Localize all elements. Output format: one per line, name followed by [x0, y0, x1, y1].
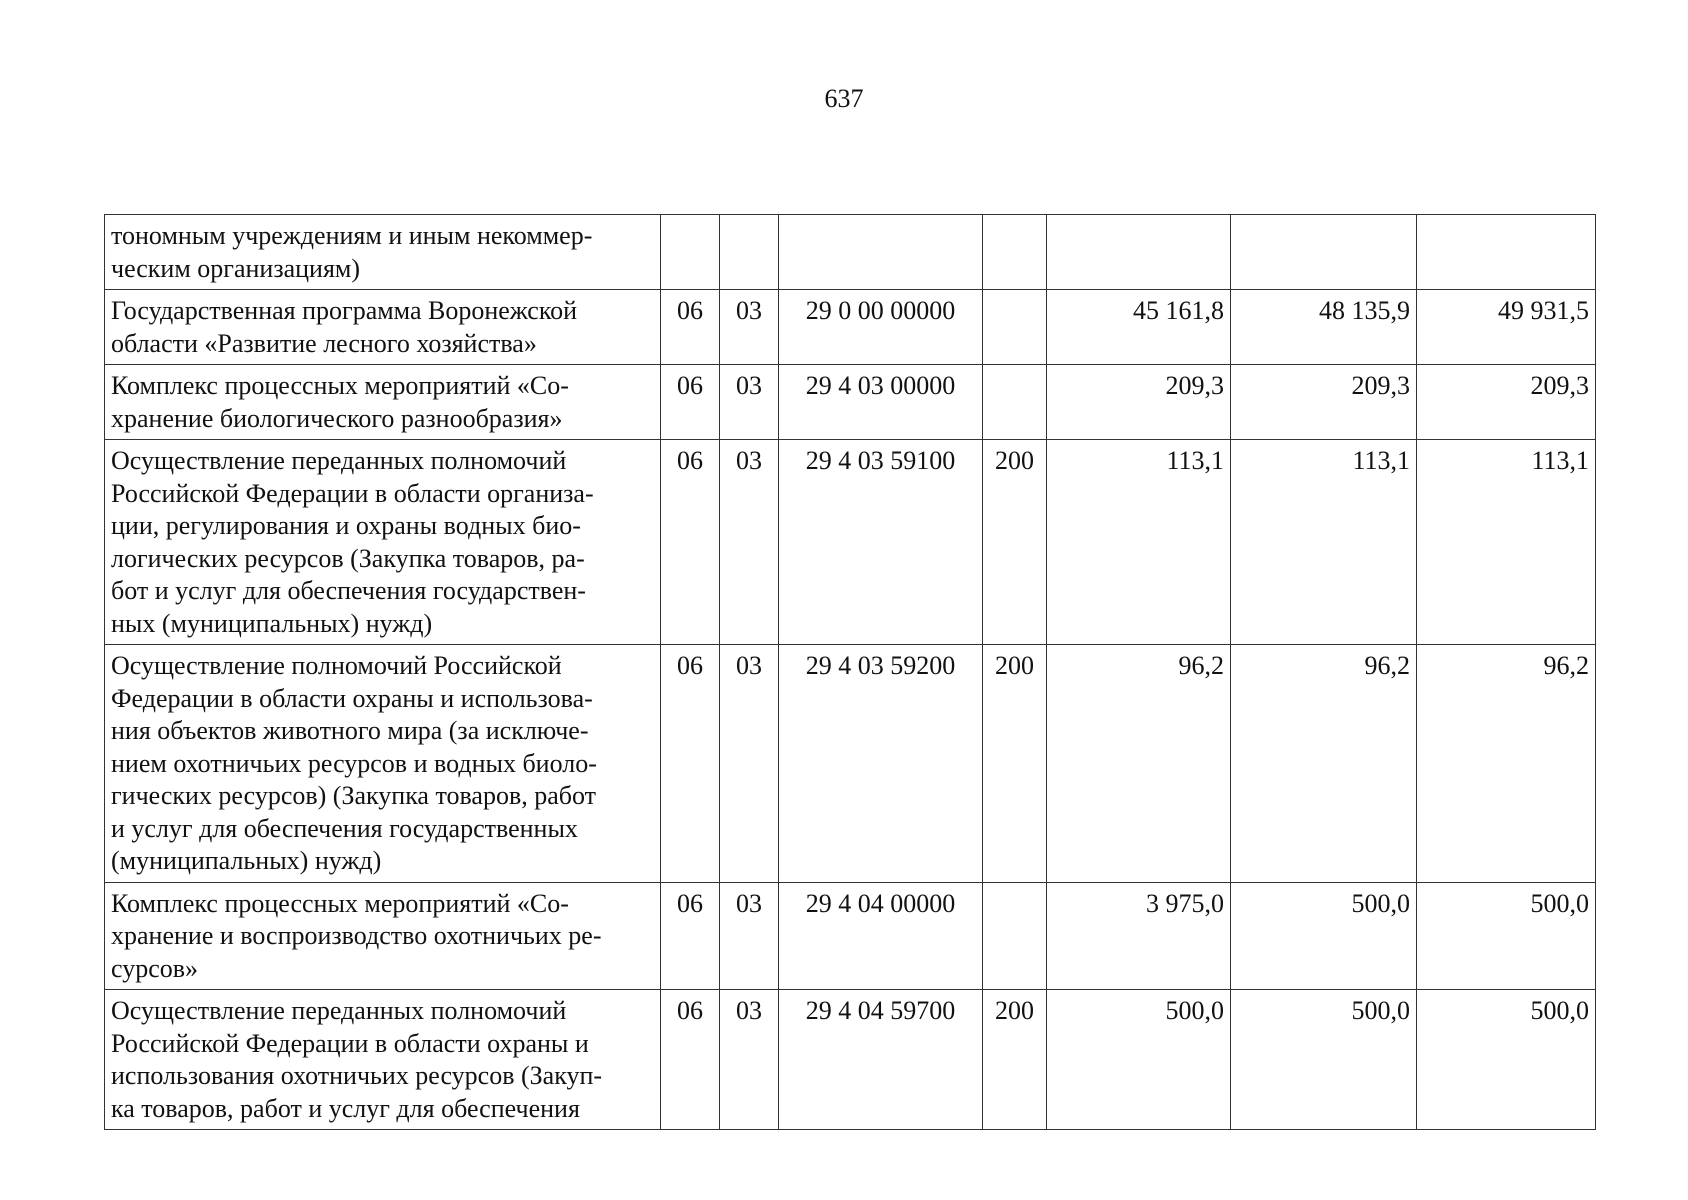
expense-type-cell: 200 [983, 440, 1047, 645]
target-article-cell: 29 4 03 59200 [779, 645, 983, 883]
subsection-code-cell: 03 [720, 290, 779, 365]
amount-year-1-cell: 45 161,8 [1047, 290, 1231, 365]
row-name-cell: Осуществление переданных полномочий Российской Федерации в области организа- ции, регулирования и охраны водных био- логических ресурсов (Закупка товаров, ра- бот и услуг для обеспечения государствен- ных (муниципальных) нужд) [105, 440, 661, 645]
subsection-code-cell: 03 [720, 882, 779, 990]
subsection-code-cell: 03 [720, 990, 779, 1130]
amount-year-2-cell: 500,0 [1231, 990, 1417, 1130]
table-row [105, 990, 1596, 1130]
target-article-cell: 29 4 03 59100 [779, 440, 983, 645]
section-code-cell: 06 [661, 440, 720, 645]
subsection-code-cell: 03 [720, 440, 779, 645]
expense-type-cell [983, 215, 1047, 290]
amount-year-3-cell: 500,0 [1417, 990, 1596, 1130]
amount-year-2-cell: 96,2 [1231, 645, 1417, 883]
subsection-code-cell [720, 215, 779, 290]
subsection-code-cell: 03 [720, 645, 779, 883]
table-row [105, 440, 1596, 645]
target-article-cell: 29 4 04 00000 [779, 882, 983, 990]
amount-year-1-cell [1047, 215, 1231, 290]
amount-year-3-cell: 500,0 [1417, 882, 1596, 990]
amount-year-1-cell: 96,2 [1047, 645, 1231, 883]
amount-year-1-cell: 3 975,0 [1047, 882, 1231, 990]
section-code-cell: 06 [661, 365, 720, 440]
amount-year-1-cell: 113,1 [1047, 440, 1231, 645]
target-article-cell: 29 0 00 00000 [779, 290, 983, 365]
section-code-cell: 06 [661, 645, 720, 883]
section-code-cell: 06 [661, 290, 720, 365]
table-row [105, 290, 1596, 365]
table-row [105, 215, 1596, 290]
section-code-cell: 06 [661, 882, 720, 990]
budget-table [104, 214, 1596, 1130]
amount-year-2-cell: 500,0 [1231, 882, 1417, 990]
row-name-cell: Комплекс процессных мероприятий «Со- хранение биологического разнообразия» [105, 365, 661, 440]
row-name-cell: Государственная программа Воронежской области «Развитие лесного хозяйства» [105, 290, 661, 365]
target-article-cell: 29 4 03 00000 [779, 365, 983, 440]
section-code-cell: 06 [661, 990, 720, 1130]
subsection-code-cell: 03 [720, 365, 779, 440]
row-name-cell: Комплекс процессных мероприятий «Со- хранение и воспроизводство охотничьих ре- сурсов» [105, 882, 661, 990]
table-row [105, 882, 1596, 990]
table-row [105, 645, 1596, 883]
amount-year-3-cell: 113,1 [1417, 440, 1596, 645]
amount-year-3-cell: 96,2 [1417, 645, 1596, 883]
table-body [105, 215, 1596, 1130]
target-article-cell [779, 215, 983, 290]
row-name-cell: Осуществление переданных полномочий Российской Федерации в области охраны и использования охотничьих ресурсов (Закуп- ка товаров, работ и услуг для обеспечения [105, 990, 661, 1130]
row-name-cell: тономным учреждениям и иным некоммер- ческим организациям) [105, 215, 661, 290]
amount-year-1-cell: 209,3 [1047, 365, 1231, 440]
amount-year-2-cell [1231, 215, 1417, 290]
page-number: 637 [824, 84, 864, 113]
amount-year-3-cell [1417, 215, 1596, 290]
amount-year-1-cell: 500,0 [1047, 990, 1231, 1130]
expense-type-cell [983, 365, 1047, 440]
expense-type-cell [983, 882, 1047, 990]
target-article-cell: 29 4 04 59700 [779, 990, 983, 1130]
section-code-cell [661, 215, 720, 290]
row-name-cell: Осуществление полномочий Российской Федерации в области охраны и использова- ния объектов животного мира (за исключе- нием охотничьих ресурсов и водных биоло- гических ресурсов) (Закупка товаров, работ и услуг для обеспечения государственных (муниципальных) нужд) [105, 645, 661, 883]
expense-type-cell [983, 290, 1047, 365]
amount-year-2-cell: 48 135,9 [1231, 290, 1417, 365]
amount-year-3-cell: 49 931,5 [1417, 290, 1596, 365]
amount-year-3-cell: 209,3 [1417, 365, 1596, 440]
table-row [105, 365, 1596, 440]
amount-year-2-cell: 113,1 [1231, 440, 1417, 645]
expense-type-cell: 200 [983, 990, 1047, 1130]
amount-year-2-cell: 209,3 [1231, 365, 1417, 440]
expense-type-cell: 200 [983, 645, 1047, 883]
